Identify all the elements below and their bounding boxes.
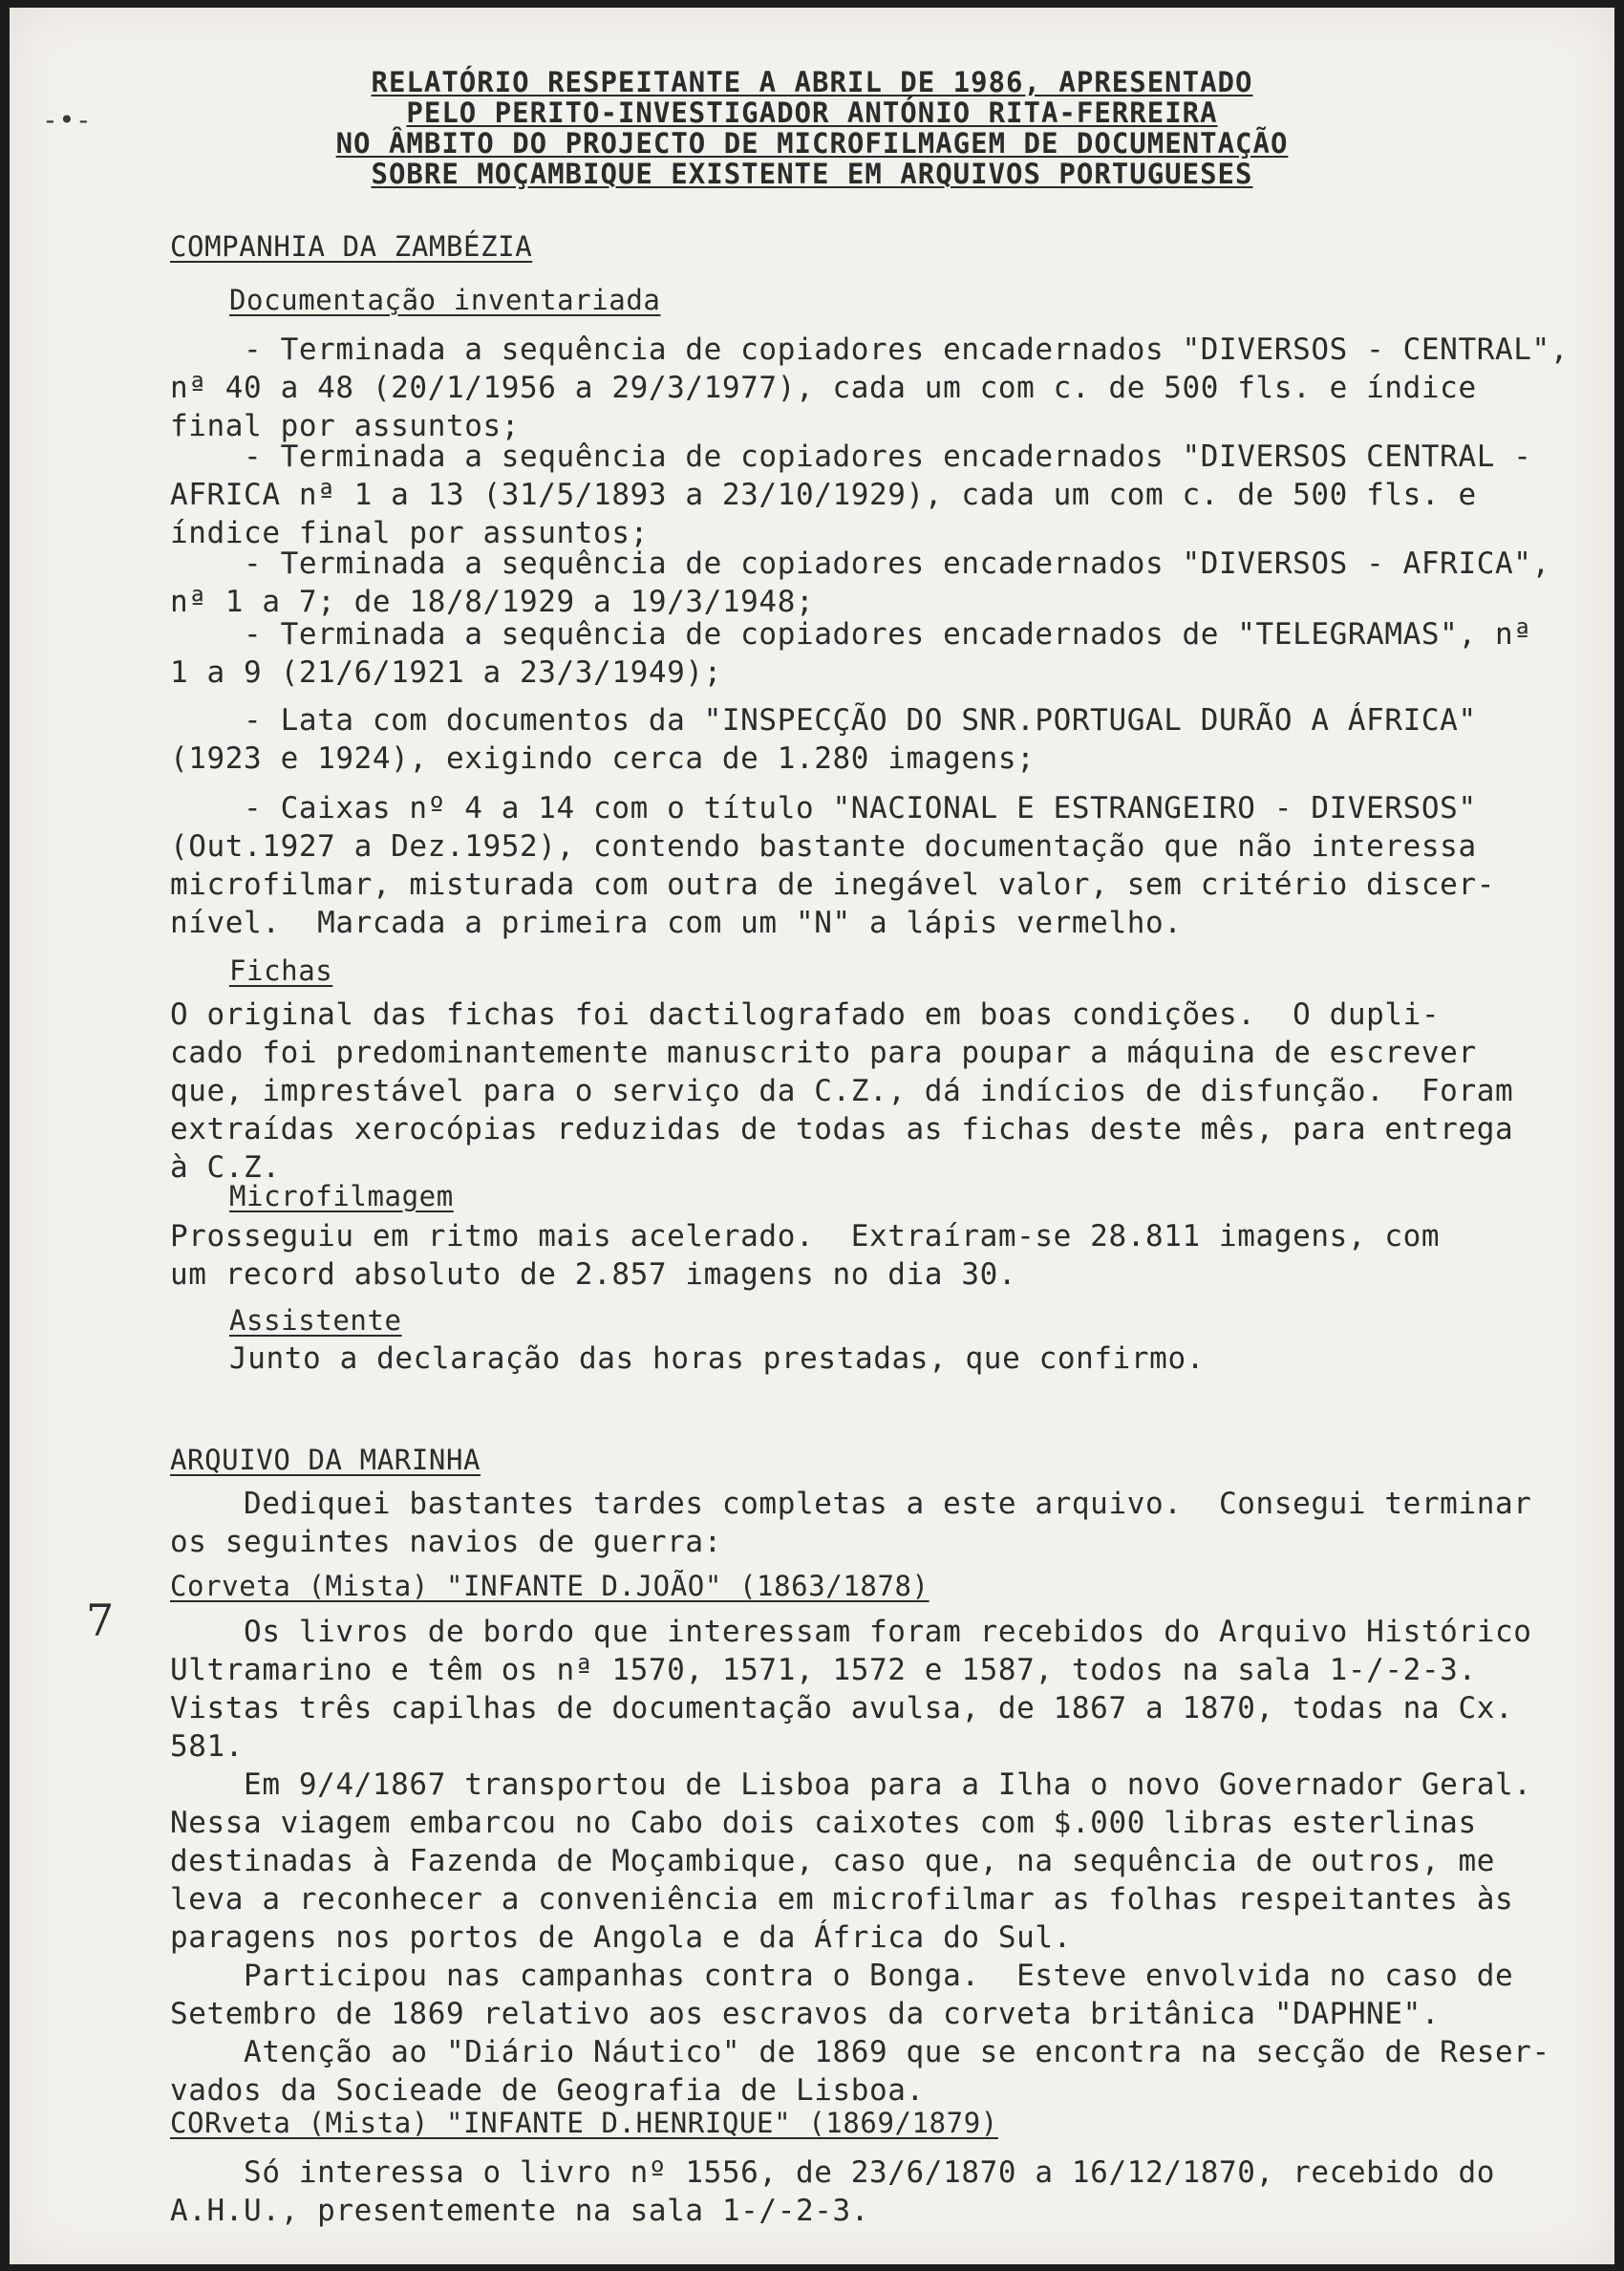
title-line-4: SOBRE MOÇAMBIQUE EXISTENTE EM ARQUIVOS PORTUGUESES — [371, 158, 1253, 190]
inventory-item-3: - Terminada a sequência de copiadores encadernados "DIVERSOS - AFRICA", nª 1 a 7; de 18/8/1929 a 19/3/1948; — [170, 546, 1550, 619]
microfilmagem-paragraph: Prosseguiu em ritmo mais acelerado. Extraíram-se 28.811 imagens, com um record absoluto de 2.857 imagens no dia 30. — [170, 1219, 1441, 1292]
ship2-paragraph: Só interessa o livro nº 1556, de 23/6/1870 a 16/12/1870, recebido do A.H.U., presentemente na sala 1-/-2-3. — [170, 2155, 1495, 2228]
margin-marks: -•- — [42, 104, 93, 136]
title-line-1: RELATÓRIO RESPEITANTE A ABRIL DE 1986, APRESENTADO — [371, 66, 1253, 98]
inventory-item-1: - Terminada a sequência de copiadores encadernados "DIVERSOS - CENTRAL", nª 40 a 48 (20/1/1956 a 29/3/1977), cada um com c. de 500 fls. e índice final por assuntos; — [170, 332, 1570, 443]
title-line-2: PELO PERITO-INVESTIGADOR ANTÓNIO RITA-FERREIRA — [406, 96, 1218, 129]
marinha-intro: Dediquei bastantes tardes completas a este arquivo. Consegui terminar os seguintes navios de guerra: — [170, 1487, 1532, 1559]
subheading-documentacao: Documentação inventariada — [229, 284, 661, 316]
ship1-paragraph: Os livros de bordo que interessam foram recebidos do Arquivo Histórico Ultramarino e têm os nª 1570, 1571, 1572 e 1587, todos na sala 1-/-2-3. Vistas três capilhas de documentação avulsa, de 1867 a 1870, todas na Cx. 581. Em 9/4/1867 transportou de Lisboa para a Ilha o novo Governador Geral. Nessa viagem embarcou no Cabo dois caixotes com $.000 libras esterlinas destinadas à Fazenda de Moçambique, caso que, na sequência de outros, me leva a reconhecer a conveniência em microfilmar as folhas respeitantes às paragens nos portos de Angola e da África do Sul. Participou nas campanhas contra o Bonga. Esteve envolvida no caso de Setembro de 1869 relativo aos escravos da corveta britânica "DAPHNE". Atenção ao "Diário Náutico" de 1869 que se encontra na secção de Reser- vados da Socieade de Geografia de Lisboa. — [170, 1615, 1550, 2108]
handwritten-margin-note: 7 — [86, 1595, 115, 1646]
fichas-paragraph: O original das fichas foi dactilografado em boas condições. O dupli- cado foi predominantemente manuscrito para poupar a máquina de escrever que, imprestável para o serviço da C.Z., dá indícios de disfunção. Foram extraídas xerocópias reduzidas de todas as fichas deste mês, para entrega à C.Z. — [170, 997, 1514, 1185]
subheading-fichas: Fichas — [229, 954, 333, 987]
inventory-item-4: - Terminada a sequência de copiadores encadernados de "TELEGRAMAS", nª 1 a 9 (21/6/1921 a 23/3/1949); — [170, 617, 1532, 690]
subheading-microfilmagem: Microfilmagem — [229, 1180, 454, 1212]
inventory-item-5: - Lata com documentos da "INSPECÇÃO DO SNR.PORTUGAL DURÃO A ÁFRICA" (1923 e 1924), exigindo cerca de 1.280 imagens; — [170, 703, 1477, 776]
document-page — [10, 8, 1614, 2264]
ship-heading-infante-joao: Corveta (Mista) "INFANTE D.JOÃO" (1863/1878) — [170, 1570, 930, 1602]
assistente-paragraph: Junto a declaração das horas prestadas, que confirmo. — [229, 1341, 1205, 1376]
subheading-assistente: Assistente — [229, 1304, 402, 1337]
ship-heading-infante-henrique: CORveta (Mista) "INFANTE D.HENRIQUE" (1869/1879) — [170, 2107, 998, 2139]
inventory-item-6: - Caixas nº 4 a 14 com o título "NACIONAL E ESTRANGEIRO - DIVERSOS" (Out.1927 a Dez.1952), contendo bastante documentação que não interessa microfilmar, misturada com outra de inegável valor, sem critério discer- nível. Marcada a primeira com um "N" a lápis vermelho. — [170, 791, 1495, 940]
section-heading-marinha: ARQUIVO DA MARINHA — [170, 1444, 481, 1476]
report-title — [334, 67, 1290, 189]
title-line-3: NO ÂMBITO DO PROJECTO DE MICROFILMAGEM DE DOCUMENTAÇÃO — [335, 127, 1289, 160]
inventory-item-2: - Terminada a sequência de copiadores encadernados "DIVERSOS CENTRAL - AFRICA nª 1 a 13 (31/5/1893 a 23/10/1929), cada um com c. de 500 fls. e índice final por assuntos; — [170, 439, 1532, 550]
typed-report — [10, 8, 1614, 2264]
section-heading-zambezia: COMPANHIA DA ZAMBÉZIA — [170, 230, 533, 263]
